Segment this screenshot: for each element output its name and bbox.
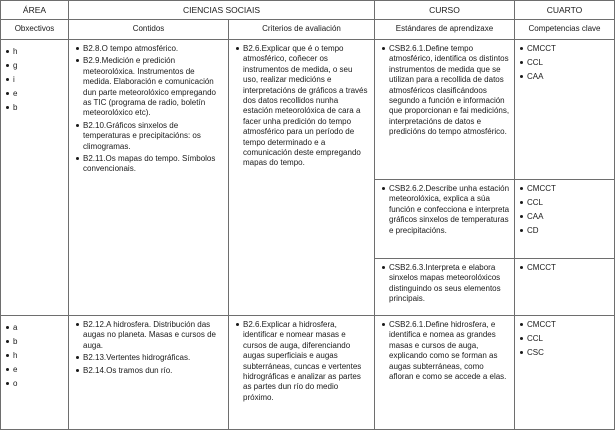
contents-header: Contidos xyxy=(69,20,229,40)
content-item: B2.8.O tempo atmosférico. xyxy=(75,44,222,54)
competences-cell xyxy=(515,316,615,430)
objective-item: o xyxy=(5,379,68,389)
objectives-cell xyxy=(1,40,69,316)
competence-item: CD xyxy=(519,226,614,236)
contents-cell xyxy=(69,40,229,316)
objective-item: e xyxy=(5,365,68,375)
course-value: CUARTO xyxy=(515,1,615,20)
header-row xyxy=(1,1,615,20)
competence-item: CMCCT xyxy=(519,44,614,54)
objectives-header: Obxectivos xyxy=(1,20,69,40)
standards-header: Estándares de aprendizaxe xyxy=(375,20,515,40)
competence-item: CCL xyxy=(519,58,614,68)
criterion-text: B2.6.Explicar a hidrosfera, identificar e nomear masas e cursos de auga, diferenciando augas superficiais e augas subterráneas, cuncas e vertentes hidrográficas e analizar as partes as partes dun río do medio próximo. xyxy=(229,316,374,403)
standard-cell xyxy=(375,40,515,180)
criteria-cell xyxy=(229,316,375,430)
criteria-header: Criterios de avaliación xyxy=(229,20,375,40)
standard-cell xyxy=(375,180,515,259)
competence-item: CMCCT xyxy=(519,184,614,194)
objective-item: a xyxy=(5,323,68,333)
competence-item: CCL xyxy=(519,334,614,344)
criteria-cell xyxy=(229,40,375,316)
criterion-text: B2.6.Explicar que é o tempo atmosférico, coñecer os instrumentos de medida, o seu uso, realizar medicións e interpretacións de gráficos a través dos datos recollidos nunha estación meteorolóxica de cara a facer unha predición do tempo atmosférico para un período de tempo determinado e a comunicación deste empregando mapas do tempo. xyxy=(229,40,374,169)
content-item: B2.12.A hidrosfera. Distribución das augas no planeta. Masas e cursos de auga. xyxy=(75,320,222,351)
area-label: ÁREA xyxy=(1,1,69,20)
content-item: B2.14.Os tramos dun río. xyxy=(75,366,222,376)
standard-text: CSB2.6.2.Describe unha estación meteorolóxica, explica a súa función e confecciona e interpreta gráficos sinxelos de temperaturas e precipitacións. xyxy=(375,180,514,236)
competences-header: Competencias clave xyxy=(515,20,615,40)
competence-item: CSC xyxy=(519,348,614,358)
competences-cell xyxy=(515,40,615,180)
course-label: CURSO xyxy=(375,1,515,20)
competences-cell xyxy=(515,259,615,316)
competence-item: CMCCT xyxy=(519,320,614,330)
objective-item: g xyxy=(5,61,68,71)
objective-item: i xyxy=(5,75,68,85)
content-item: B2.9.Medición e predición meteorolóxica. Instrumentos de medida. Elaboración e comunicación dun parte meteorolóxico empregando as TIC (programa de radio, boletín meteorolóxico etc). xyxy=(75,56,222,118)
competence-item: CMCCT xyxy=(519,263,614,273)
objective-item: b xyxy=(5,337,68,347)
contents-cell xyxy=(69,316,229,430)
standard-cell xyxy=(375,259,515,316)
standard-cell xyxy=(375,316,515,430)
table-row xyxy=(1,316,615,430)
competence-item: CAA xyxy=(519,72,614,82)
objective-item: h xyxy=(5,351,68,361)
competence-item: CAA xyxy=(519,212,614,222)
standard-text: CSB2.6.3.Interpreta e elabora sinxelos mapas meteorolóxicos distinguindo os seus elementos principais. xyxy=(375,259,514,305)
content-item: B2.11.Os mapas do tempo. Símbolos convencionais. xyxy=(75,154,222,175)
objective-item: e xyxy=(5,89,68,99)
objective-item: h xyxy=(5,47,68,57)
competences-cell xyxy=(515,180,615,259)
objective-item: b xyxy=(5,103,68,113)
subheader-row xyxy=(1,20,615,40)
subject-title: CIENCIAS SOCIAIS xyxy=(69,1,375,20)
objectives-cell xyxy=(1,316,69,430)
content-item: B2.10.Gráficos sinxelos de temperaturas e precipitacións: os climogramas. xyxy=(75,121,222,152)
content-item: B2.13.Vertentes hidrográficas. xyxy=(75,353,222,363)
standard-text: CSB2.6.1.Define hidrosfera, e identifica e nomea as grandes masas e cursos de auga, explicando como se forman as augas subterráneas, como afloran e como se accede a elas. xyxy=(375,316,514,382)
competence-item: CCL xyxy=(519,198,614,208)
table-row xyxy=(1,40,615,180)
standard-text: CSB2.6.1.Define tempo atmosférico, identifica os distintos instrumentos de medida que se utilizan para a recollida de datos atmosféricos clasificándoos segundo a función e información que proporcionan e fai medicións, interpretacións de datos e predicións do tempo atmosférico. xyxy=(375,40,514,138)
